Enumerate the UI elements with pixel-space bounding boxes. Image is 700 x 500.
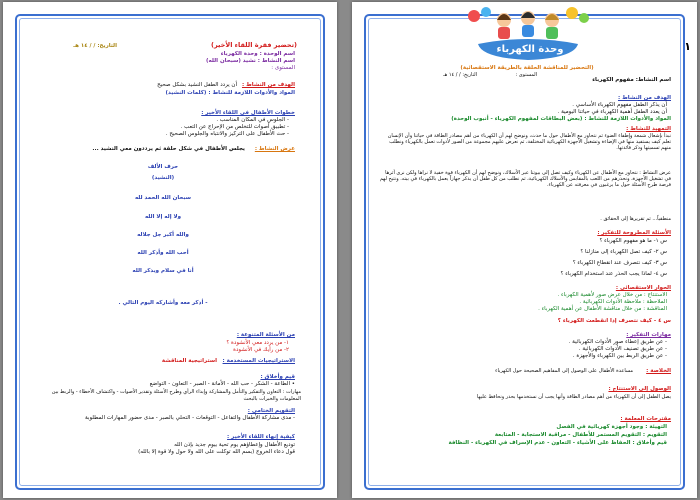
tip-3: قيم وأخلاق : الحفاظ على الأشياء - التعاون - عدم الإسراف في الكهرباء - النظافة <box>448 440 667 446</box>
question-2: س ٢- كيف تصل الكهرباء إلى منازلنا ؟ <box>580 249 667 255</box>
conclusion-heading: الوصول إلى الاستنتاج : <box>608 386 671 392</box>
tips-heading: مقترحات المعلمة : <box>620 416 671 422</box>
end-heading: كيفية إنهاء اللقاء الأخير : <box>227 434 295 440</box>
goal-text: أن يردد الطفل النشيد بشكل صحيح <box>157 82 237 88</box>
skill-3: - عن طريق الربط بين الكهرباء والأجهزة . <box>572 353 667 359</box>
lesson-title: (تحضير فقرة اللقاء الأخير) <box>211 41 297 49</box>
question-2: ٢- من رأيك في الأنشودة <box>233 347 289 353</box>
end-line-1: توديع الأطفال وإعطاؤهم يوم تحية بيوم جديد بإذن الله <box>174 442 295 448</box>
goal-1: أن يذكر الطفل مفهوم الكهرباء الأساسي . <box>572 102 667 108</box>
goal-2: أن يعدد الطفل أهمية الكهرباء في حياتنا اليومية . <box>557 109 667 115</box>
intro-text: نبدأ بإشعال شمعة وإطفاء الضوء ثم نتحاور مع الأطفال حول ما حدث، ونوضح لهم أن الكهرباء من أهم مصادر الطاقة في حياتنا وأن الإنسان تعلم كيف يستفيد منها في الإضاءة وتشغيل الأجهزة الكهربائية المختلفة، ثم نعرض عليهم مجموعة من الصور لأدوات تعمل بالكهرباء ونطلب منهم تسميتها وذكر فائدتها. <box>387 133 671 152</box>
page-number: ١ <box>684 40 691 53</box>
balloon-icon <box>579 13 589 23</box>
strategy-2: الملاحظة : ملاحظة الأدوات الكهربائية . <box>579 299 667 305</box>
summary-text: مساعدة الأطفال على الوصول إلى المفاهيم الصحيحة حول الكهرباء <box>495 368 633 374</box>
strategy-3: المناقشة : من خلال مناقشة الأطفال عن أهمية الكهرباء . <box>538 306 667 312</box>
step-3: - حث الأطفال على التركيز والانتباه والجلوس الصحيح . <box>165 131 289 137</box>
end-line-2: قول دعاء الخروج (بسم الله توكلت على الله ولا حول ولا قوة إلا بالله) <box>138 449 295 455</box>
strategy-1: الاستنتاج : من خلال عرض صور لأهمية الكهرباء . <box>557 292 667 298</box>
balloon-icon <box>481 7 491 17</box>
skill-2: - عن طريق تصنيف الأدوات الكهربائية . <box>578 346 667 352</box>
questions-heading: الأسئلة المطروحة للتفكير : <box>597 230 671 236</box>
left-document-page <box>3 2 337 498</box>
balloon-icon <box>566 7 578 19</box>
level-label: المستوى : <box>271 65 295 71</box>
strategies-label: الاستراتيجيات المستخدمة : <box>222 358 295 364</box>
intro-heading: التمهيد للنشاط : <box>626 126 671 132</box>
skill-1: - عن طريق إعطاء صور الأدوات الكهربائية . <box>568 339 667 345</box>
materials-text: المواد والأدوات اللازمة للنشاط : (بعض البطاقات لمفهوم الكهرباء - أنبوب الوحدة) <box>451 116 671 122</box>
level-label: المستوى : <box>515 72 537 78</box>
materials-text: المواد والأدوات اللازمة للنشاط : (كلمات النشيد) <box>165 90 295 96</box>
values-heading: قيم وأخلاق : <box>260 374 295 380</box>
body-tail: منطقياً... ثم تقريرها إلى الحقائق . <box>600 216 671 222</box>
tip-1: التهيئة : وجود أجهزة كهربائية في الفصل <box>556 424 667 430</box>
summary-heading: الخلاصة : <box>646 368 671 374</box>
poem-line-1: سبحان الله الحمد لله <box>134 195 192 201</box>
values-text: • الطاعة - الشكر - حب الله - الأمانة - الصبر - التعاون - التواضع <box>149 381 295 387</box>
poem-line-5: أنا في سلام وبذكر الله <box>132 268 194 274</box>
right-document-page <box>352 2 697 498</box>
goal-heading: الهدف من النشاط : <box>241 82 295 88</box>
question-4: س ٤- لماذا يجب الحذر عند استخدام الكهرباء ؟ <box>560 271 667 277</box>
step-1: - الجلوس في المكان المناسب . <box>216 117 289 123</box>
subtitle: (التحضير للمناقشة الحلقة بالطريقة الاستقصائية) <box>460 65 594 71</box>
poem-title: حرف الألف <box>147 164 179 170</box>
question-1: س ١- ما هو مفهوم الكهرباء ؟ <box>599 238 667 244</box>
intro-text: يجلس الأطفال في شكل حلقة ثم يرددون معي النشيد ... <box>92 146 245 152</box>
poem-line-3: والله أكبر جل جلاله <box>137 232 189 238</box>
poem-line-4: أحب الله وأذكر الله <box>137 250 189 256</box>
body-text: عرض النشاط : نتحاور مع الأطفال عن الكهرباء وكيف تصل إلى بيوتنا عبر الأسلاك، ونوضح لهم أن الكهرباء قوة خفية لا نراها ولكن نرى أثرها في تشغيل الأجهزة، ونحذرهم من اللعب بالمقابس والأسلاك الكهربائية، ثم نطلب من كل طفل أن يذكر جهازاً يعمل بالكهرباء في بيته. ونتيح لهم فرصة طرح الأسئلة حول ما يرغبون في معرفته عن الكهرباء. <box>379 170 671 189</box>
unit-label: اسم الوحدة : وحدة الكهرباء <box>220 51 295 57</box>
tip-2: التقويم : التقويم المستمر للأطفال - مراقبة الاستجابة - المتابعة <box>494 432 667 438</box>
banner-title: وحدة الكهرباء <box>496 44 564 55</box>
extra-question: س ٤ - كيف نتصرف إذا انقطعت الكهرباء ؟ <box>557 318 671 324</box>
strategy-heading: الحوار الاستقصائي : <box>615 285 671 291</box>
date-label: التاريخ: / / ١٤ هـ <box>443 72 477 78</box>
balloon-icon <box>468 10 480 22</box>
activity-label: اسم النشاط : نشيد (سبحان الله) <box>206 58 295 64</box>
step-2: - تطبيق أصوات للتخلص من الإحراج عن التعب . <box>180 124 289 130</box>
question-3: س ٣- كيف نتصرف عند انقطاع الكهرباء ؟ <box>572 260 667 266</box>
strategies-value: استراتيجية المناقشة <box>161 358 217 364</box>
question-1: ١- من يردد معي الأنشودة ؟ <box>226 340 289 346</box>
poem-subtitle: (النشيد) <box>151 175 175 181</box>
skills-heading: مهارات التفكير : <box>626 332 671 338</box>
closing-line: - أذكر معه وأشاركه اليوم التالي . <box>118 300 208 306</box>
questions-heading: من الأسئلة المتنوعة : <box>236 332 295 338</box>
date-label: التاريخ: / / ١٤ هـ <box>73 43 117 49</box>
goal-heading: الهدف من النشاط : <box>617 95 671 101</box>
evaluation-text: - مدى مشاركة الأطفال والتفاعل - التوقعات - التحلي بالصبر - مدى حضور المهارات المطلوبة <box>84 415 295 421</box>
concept-label: اسم النشاط: مفهوم الكهرباء <box>592 77 671 83</box>
steps-heading: خطوات الأطفال في اللقاء الأخير : <box>201 110 295 116</box>
evaluation-heading: التقويم الختامي : <box>247 408 295 414</box>
poem-line-2: ولا إله إلا الله <box>144 214 182 220</box>
skills-text: مهارات : التعاون والتفكير والتأمل والمشاركة وإبداء الرأي وطرح الأسئلة وتقدير الأصوات - واكتشاف الأخطاء - والربط بين المعلومات والخبرات بالبحث <box>51 389 301 402</box>
conclusion-text: يصل الطفل إلى أن الكهرباء من أهم مصادر الطاقة وأنها يجب أن نستخدمها بحذر ونحافظ عليها <box>476 394 671 400</box>
intro-label: عرض النشاط : <box>254 146 295 152</box>
